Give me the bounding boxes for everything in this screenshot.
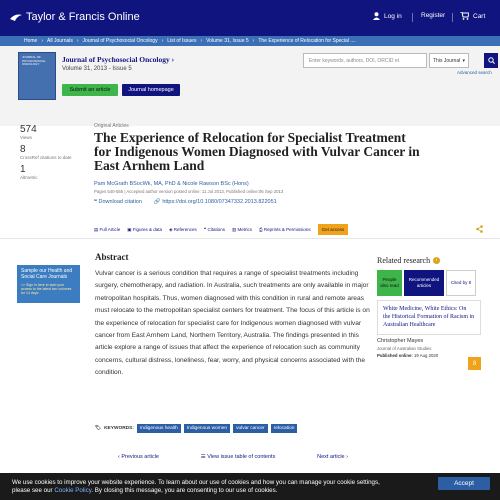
register-link[interactable] bbox=[421, 12, 445, 19]
related-heading-text: Related research bbox=[377, 256, 431, 265]
doi-link[interactable] bbox=[154, 199, 277, 205]
published-label: Published online: bbox=[377, 353, 413, 358]
tag-icon: 🏷 bbox=[95, 426, 102, 431]
chevron-left-icon: ‹ bbox=[118, 454, 122, 460]
cover-title: JOURNAL OF PSYCHOSOCIAL ONCOLOGY bbox=[22, 55, 46, 67]
related-article-meta bbox=[377, 338, 481, 358]
cart-icon bbox=[460, 12, 469, 20]
user-icon bbox=[373, 12, 380, 20]
keyword-chip[interactable]: Indigenous health bbox=[137, 424, 181, 433]
journal-volume[interactable]: Volume 31, 2013 - Issue 5 bbox=[62, 66, 132, 72]
keyword-chip[interactable]: vulvar cancer bbox=[233, 424, 268, 433]
altmetric-label: Altmetric bbox=[20, 174, 38, 180]
related-author: Christopher Mayes bbox=[377, 338, 424, 344]
search-input[interactable]: Enter keywords, authors, DOI, ORCID et bbox=[303, 53, 427, 68]
advanced-search-link[interactable]: Advanced search bbox=[457, 70, 492, 75]
altmetric-count: 1 bbox=[20, 163, 26, 175]
cookie-text-line1: We use cookies to improve your website experience. To learn about our use of cookies and how you can manage your cookie settings, bbox=[12, 479, 380, 486]
login-link[interactable] bbox=[373, 12, 402, 20]
crossref-count: 8 bbox=[20, 143, 26, 155]
chevron-down-icon: ▾ bbox=[462, 58, 465, 64]
divider bbox=[452, 13, 453, 22]
next-label: Next article bbox=[317, 454, 345, 460]
breadcrumb-sep: › bbox=[200, 38, 203, 44]
journal-title-text: Journal of Psychosocial Oncology bbox=[62, 55, 170, 64]
divider bbox=[0, 238, 500, 239]
references-icon: ◈ bbox=[169, 226, 174, 232]
journal-cover[interactable] bbox=[18, 52, 56, 100]
issue-toc-link[interactable] bbox=[201, 454, 276, 460]
cookie-policy-link[interactable]: Cookie Policy bbox=[54, 486, 92, 494]
divider bbox=[412, 13, 413, 22]
tab-label: Metrics bbox=[237, 226, 252, 232]
breadcrumb-sep: › bbox=[41, 38, 44, 44]
tab-label: Reprints & Permissions bbox=[263, 227, 311, 232]
abstract-text: Vulvar cancer is a serious condition that requires a range of specialist treatments including surgery, chemotherapy, and radiation. In Australia, such treatments are only available in major metropolitan hospitals. Thus, women diagnosed with this condition in rural and remote areas must relocate to the metropolitan specialist centers for treatment. The focus of this article is on the experience of relocation for specialist care for Indigenous women diagnosed with vulvar cancer from East Arnhem Land, Northern Territory, Australia. The findings presented in this article explore a range of issues that affect the experience of relocation such as community concerns, cultural distress, loneliness, fear, worry, and physical concerns associated with the condition. bbox=[95, 270, 370, 377]
info-icon[interactable]: i bbox=[433, 257, 440, 264]
breadcrumb-sep: › bbox=[252, 38, 255, 44]
list-icon: ☰ bbox=[200, 454, 208, 460]
search-button[interactable] bbox=[484, 53, 498, 68]
related-published bbox=[377, 353, 481, 358]
login-label: Log in bbox=[384, 12, 402, 20]
submit-article-button[interactable]: Submit an article bbox=[62, 84, 118, 96]
download-citation-link[interactable] bbox=[94, 199, 142, 205]
keywords-label: KEYWORDS: bbox=[104, 426, 134, 431]
tab-reprints[interactable] bbox=[259, 227, 311, 232]
tab-people-also-read[interactable]: People also read bbox=[377, 270, 402, 296]
next-article-link[interactable] bbox=[317, 454, 348, 460]
previous-label: Previous article bbox=[121, 454, 159, 460]
breadcrumb bbox=[0, 36, 500, 46]
top-header bbox=[0, 0, 500, 36]
related-article-title[interactable]: White Medicine, White Ethics: On the Historical Formation of Racism in Australian Healthcare bbox=[383, 306, 475, 328]
article-tabs bbox=[94, 224, 348, 235]
views-count: 574 bbox=[20, 124, 37, 135]
breadcrumb-all-journals[interactable]: All Journals bbox=[47, 38, 73, 44]
tab-citations[interactable] bbox=[204, 227, 225, 233]
cookie-text-part: . By closing this message, you are consenting to our use of cookies. bbox=[91, 486, 278, 494]
promo-subtitle: >> Sign in here to start your access to the latest two volumes for 14 days bbox=[21, 282, 72, 296]
crossref-label: CrossRef citations to date bbox=[20, 154, 72, 160]
cart-label: Cart bbox=[473, 12, 486, 20]
doi-label: https://doi.org/10.1080/07347332.2013.822051 bbox=[162, 199, 277, 205]
breadcrumb-home[interactable]: Home bbox=[24, 38, 38, 44]
tab-recommended[interactable]: Recommended articles bbox=[404, 270, 444, 296]
tab-references[interactable] bbox=[169, 227, 197, 233]
article-category: Original Articles bbox=[94, 123, 129, 129]
views-label: Views bbox=[20, 135, 32, 140]
citation-row bbox=[94, 199, 277, 205]
breadcrumb-journal[interactable]: Journal of Psychosocial Oncology bbox=[82, 38, 158, 44]
related-research-heading bbox=[377, 256, 440, 265]
tab-full-article[interactable] bbox=[94, 227, 120, 233]
image-icon: ▣ bbox=[127, 226, 133, 232]
related-journal: Journal of Australian Studies bbox=[377, 346, 432, 351]
keyword-chip[interactable]: relocation bbox=[271, 424, 298, 433]
breadcrumb-sep: › bbox=[76, 38, 79, 44]
cart-link[interactable] bbox=[460, 12, 485, 20]
publication-info: Pages 540-555 | Accepted author version posted online: 11 Jul 2013, Published online:06 Sep 2013 bbox=[94, 189, 284, 194]
toc-label: View issue table of contents bbox=[207, 454, 276, 460]
tab-label: References bbox=[173, 226, 197, 232]
published-date: 19 Aug 2020 bbox=[414, 353, 439, 358]
quote-icon: ❝ bbox=[203, 226, 208, 232]
logo-text: Taylor & Francis Online bbox=[26, 11, 140, 23]
keyword-chip[interactable]: Indigenous women bbox=[184, 424, 230, 433]
journal-title[interactable]: Journal of Psychosocial Oncology › bbox=[62, 55, 175, 64]
article-authors[interactable]: Pam McGrath BSocWk, MA, PhD & Nicole Rawson BSc (Hons) bbox=[94, 181, 249, 187]
promo-title: Sample our Health and Social Care Journals bbox=[21, 268, 73, 281]
breadcrumb-current: The Experience of Relocation for Special .... bbox=[258, 38, 356, 44]
journal-homepage-button[interactable]: Journal homepage bbox=[122, 84, 180, 96]
related-article[interactable] bbox=[377, 300, 481, 335]
promo-banner[interactable] bbox=[17, 265, 80, 303]
quote-icon: ❝ bbox=[94, 199, 99, 205]
download-citation-label: Download citation bbox=[98, 199, 142, 205]
site-logo[interactable] bbox=[10, 11, 140, 23]
tab-label: Citations bbox=[207, 226, 225, 232]
article-pager bbox=[118, 454, 348, 460]
document-icon: ▤ bbox=[94, 226, 100, 232]
previous-article-link[interactable] bbox=[118, 454, 159, 460]
get-access-button[interactable]: Get access bbox=[318, 224, 349, 235]
related-tabs bbox=[377, 270, 476, 296]
breadcrumb-issues[interactable]: List of Issues bbox=[167, 38, 197, 44]
cookie-text-line2 bbox=[12, 487, 488, 495]
tab-cited-by[interactable]: Cited by 8 bbox=[446, 270, 476, 296]
breadcrumb-sep: › bbox=[161, 38, 164, 44]
tab-label: Figures & data bbox=[132, 226, 163, 232]
accept-cookies-button[interactable]: Accept bbox=[438, 477, 490, 490]
tab-figures[interactable] bbox=[127, 227, 162, 233]
search-icon bbox=[488, 57, 495, 64]
cookie-text-part: please see our bbox=[12, 486, 53, 494]
register-label: Register bbox=[421, 12, 446, 19]
tab-label: Full Article bbox=[99, 226, 121, 232]
printer-icon: ⎙ bbox=[259, 227, 264, 232]
share-icon[interactable] bbox=[476, 225, 483, 235]
scope-value: This Journal bbox=[433, 58, 461, 64]
breadcrumb-volume[interactable]: Volume 31, Issue 5 bbox=[206, 38, 249, 44]
cookie-banner bbox=[0, 473, 500, 500]
bird-logo-icon bbox=[10, 13, 22, 22]
search-scope-select[interactable] bbox=[429, 53, 469, 68]
article-metrics bbox=[20, 124, 80, 184]
bar-chart-icon: ▥ bbox=[231, 226, 238, 232]
tab-metrics[interactable] bbox=[232, 227, 252, 233]
keywords bbox=[95, 424, 297, 433]
abstract-heading: Abstract bbox=[95, 252, 129, 262]
chevron-right-icon: › bbox=[344, 454, 348, 460]
citation-badge: 8 bbox=[468, 357, 481, 370]
article-title: The Experience of Relocation for Specialist Treatment for Indigenous Women Diagnosed with Vulvar Cancer in East Arnhem Land bbox=[94, 130, 420, 173]
link-icon: 🔗 bbox=[153, 199, 163, 205]
